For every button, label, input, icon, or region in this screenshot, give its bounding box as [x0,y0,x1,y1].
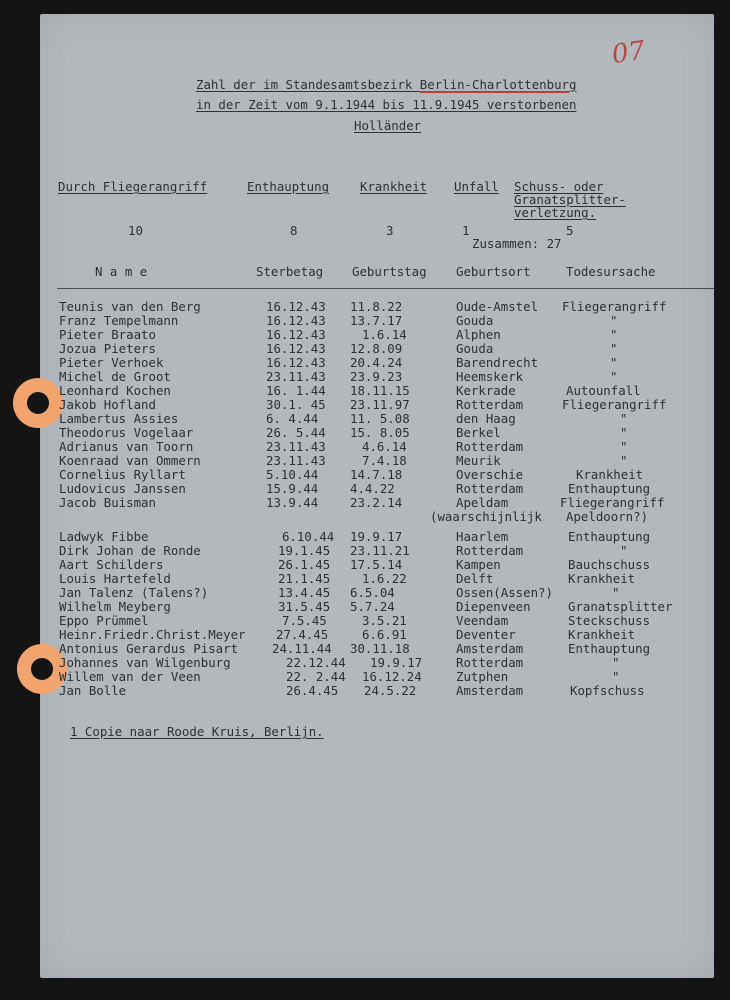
cell-name: Antonius Gerardus Pisart [59,641,239,656]
column-header-name: N a m e [95,264,148,279]
cell-birth-place: Haarlem [456,529,509,544]
cell-birth-date: 19.9.17 [350,529,403,544]
count-beheading: 8 [290,223,298,238]
cell-name: Teunis van den Berg [59,299,201,314]
cell-cause: Fliegerangriff [562,397,667,412]
category-gunshot: Schuss- oder Granatsplitter-verletzung. [514,179,626,220]
cell-death-date: 16.12.43 [266,341,326,356]
title-line-1 [196,78,576,92]
deaths-table [0,300,730,698]
cell-birth-place: Amsterdam [456,683,524,698]
table-row [0,412,730,426]
cell-death-date: 6.10.44 [282,529,335,544]
cell-birth-place: Rotterdam [456,543,524,558]
table-row [0,454,730,468]
cell-name: Ludovicus Janssen [59,481,186,496]
column-header-cause: Todesursache [566,264,656,279]
cell-cause: Apeldoorn?) [566,509,649,524]
cell-cause: Steckschuss [568,613,651,628]
cell-birth-place: Overschie [456,467,524,482]
cell-birth-date: 11. 5.08 [350,411,410,426]
cell-birth-date: 14.7.18 [350,467,403,482]
category-beheading: Enthauptung [247,179,330,194]
cell-name: Eppo Prümmel [59,613,149,628]
cell-birth-date: 1.6.14 [362,327,407,342]
cell-death-date: 7.5.45 [282,613,327,628]
table-row [0,642,730,656]
table-row [0,586,730,600]
cell-name: Jacob Buisman [59,495,156,510]
cell-name: Pieter Verhoek [59,355,164,370]
cell-cause: " [612,655,620,670]
cell-cause: Enthauptung [568,529,651,544]
cell-birth-place: Veendam [456,613,509,628]
copy-note: 1 Copie naar Roode Kruis, Berlijn. [70,724,324,739]
table-row [0,482,730,496]
cell-name: Pieter Braato [59,327,156,342]
cell-birth-date: 13.7.17 [350,313,403,328]
handwritten-mark: 07 [610,35,648,71]
cell-name: Ladwyk Fibbe [59,529,149,544]
cell-name: Theodorus Vogelaar [59,425,194,440]
cell-name: Koenraad van Ommern [59,453,201,468]
cell-name: Jakob Hofland [59,397,156,412]
cell-cause: " [610,355,618,370]
cell-cause: " [610,369,618,384]
cell-birth-place: Rotterdam [456,481,524,496]
cell-name: Jozua Pieters [59,341,156,356]
cell-cause: Fliegerangriff [560,495,665,510]
cell-death-date: 26.4.45 [286,683,339,698]
cell-death-date: 13.4.45 [278,585,331,600]
cell-birth-date: 19.9.17 [370,655,423,670]
cell-birth-date: 11.8.22 [350,299,403,314]
cell-birth-date: 12.8.09 [350,341,403,356]
cell-birth-place: Gouda [456,313,494,328]
cell-cause: " [612,669,620,684]
table-row [0,684,730,698]
cell-cause: Fliegerangriff [562,299,667,314]
cell-birth-date: 15. 8.05 [350,425,410,440]
cell-death-date: 30.1. 45 [266,397,326,412]
cell-cause: Granatsplitter [568,599,673,614]
header-rule [57,288,714,289]
count-air-raid: 10 [128,223,143,238]
cell-cause: Krankheit [568,571,636,586]
cell-birth-place: Gouda [456,341,494,356]
cell-cause: Enthauptung [568,641,651,656]
cell-death-date: 24.11.44 [272,641,332,656]
cell-death-date: 27.4.45 [276,627,329,642]
table-row [0,328,730,342]
cell-name: Lambertus Assies [59,411,179,426]
cell-name: Wilhelm Meyberg [59,599,171,614]
cell-cause: " [620,543,628,558]
cell-name: Heinr.Friedr.Christ.Meyer [59,627,246,642]
cell-birth-date: 16.12.24 [362,669,422,684]
table-row [0,544,730,558]
cell-name: Jan Bolle [59,683,127,698]
table-row [0,558,730,572]
cell-death-date: 15.9.44 [266,481,319,496]
cell-birth-place: Kampen [456,557,501,572]
total-count: Zusammen: 27 [472,236,562,251]
cell-name: Louis Hartefeld [59,571,171,586]
cell-birth-place: Apeldam [456,495,509,510]
table-row [0,300,730,314]
cell-birth-date: 7.4.18 [362,453,407,468]
cell-birth-date: 24.5.22 [364,683,417,698]
cell-name: Cornelius Ryllart [59,467,186,482]
cell-cause: Enthauptung [568,481,651,496]
cell-birth-date: 23.9.23 [350,369,403,384]
table-row [0,656,730,670]
count-accident: 1 [462,223,470,238]
cell-death-date: 19.1.45 [278,543,331,558]
cell-name: Dirk Johan de Ronde [59,543,201,558]
cell-name: Adrianus van Toorn [59,439,194,454]
cell-birth-place: Oude-Amstel [456,299,539,314]
cell-death-date: 23.11.43 [266,369,326,384]
cell-cause: Krankheit [576,467,644,482]
cell-birth-place: Amsterdam [456,641,524,656]
title-prefix: Zahl der im Standesamtsbezirk [196,77,420,92]
cell-death-date: 22. 2.44 [286,669,346,684]
cell-death-date: 16. 1.44 [266,383,326,398]
category-accident: Unfall [454,179,499,194]
cell-cause: Kopfschuss [570,683,645,698]
cell-birth-place: Rotterdam [456,439,524,454]
cell-cause: Krankheit [568,627,636,642]
cell-birth-place: Deventer [456,627,516,642]
table-row [0,384,730,398]
cell-birth-date: 4.6.14 [362,439,407,454]
cell-cause: " [610,341,618,356]
table-row [0,670,730,684]
table-row [0,510,730,524]
column-header-birth-date: Geburtstag [352,264,427,279]
table-row [0,628,730,642]
cell-death-date: 6. 4.44 [266,411,319,426]
table-row [0,370,730,384]
cell-name: Leonhard Kochen [59,383,171,398]
cell-birth-place: Meurik [456,453,501,468]
cell-death-date: 26.1.45 [278,557,331,572]
cell-death-date: 16.12.43 [266,313,326,328]
cell-birth-date: 6.6.91 [362,627,407,642]
count-gunshot: 5 [566,223,574,238]
cell-cause: " [620,453,628,468]
cell-birth-date: 23.11.97 [350,397,410,412]
table-row [0,496,730,510]
cell-name: Willem van der Veen [59,669,201,684]
table-row [0,426,730,440]
cell-birth-place: den Haag [456,411,516,426]
cell-death-date: 22.12.44 [286,655,346,670]
title-line-3: Holländer [354,118,422,133]
table-row [0,572,730,586]
cell-death-date: 16.12.43 [266,299,326,314]
cell-cause: Autounfall [566,383,641,398]
cell-death-date: 26. 5.44 [266,425,326,440]
cell-birth-place: Heemskerk [456,369,524,384]
cell-death-date: 23.11.43 [266,439,326,454]
cell-cause: " [620,411,628,426]
cell-birth-place: Barendrecht [456,355,539,370]
table-row [0,356,730,370]
count-illness: 3 [386,223,394,238]
category-illness: Krankheit [360,179,428,194]
title-line-2: in der Zeit vom 9.1.1944 bis 11.9.1945 verstorbenen [196,97,577,112]
cell-birth-place: Kerkrade [456,383,516,398]
table-row [0,600,730,614]
cell-name: Aart Schilders [59,557,164,572]
cell-cause: " [610,313,618,328]
cell-birth-date: 1.6.22 [362,571,407,586]
cell-birth-place: (waarschijnlijk [430,509,542,524]
cell-name: Johannes van Wilgenburg [59,655,231,670]
cell-birth-date: 6.5.04 [350,585,395,600]
cell-birth-place: Delft [456,571,494,586]
cell-birth-date: 30.11.18 [350,641,410,656]
table-row [0,468,730,482]
cell-birth-date: 5.7.24 [350,599,395,614]
cell-death-date: 5.10.44 [266,467,319,482]
cell-birth-date: 23.11.21 [350,543,410,558]
cell-name: Franz Tempelmann [59,313,179,328]
table-row [0,398,730,412]
cell-birth-date: 17.5.14 [350,557,403,572]
cell-birth-date: 3.5.21 [362,613,407,628]
category-air-raid: Durch Fliegerangriff [58,179,208,194]
cell-cause: Bauchschuss [568,557,651,572]
title-location: Berlin-Charlottenburg [419,77,577,92]
cell-birth-place: Zutphen [456,669,509,684]
cell-birth-place: Rotterdam [456,655,524,670]
cell-cause: " [612,585,620,600]
column-header-death-date: Sterbetag [256,264,324,279]
table-row [0,314,730,328]
cell-birth-date: 18.11.15 [350,383,410,398]
cell-birth-place: Rotterdam [456,397,524,412]
cell-death-date: 16.12.43 [266,355,326,370]
cell-birth-place: Ossen(Assen?) [456,585,553,600]
cell-birth-place: Alphen [456,327,501,342]
table-row [0,530,730,544]
cell-name: Jan Talenz (Talens?) [59,585,209,600]
cell-death-date: 13.9.44 [266,495,319,510]
cell-cause: " [610,327,618,342]
cell-birth-date: 4.4.22 [350,481,395,496]
cell-death-date: 23.11.43 [266,453,326,468]
cell-birth-date: 20.4.24 [350,355,403,370]
cell-cause: " [620,439,628,454]
cell-birth-place: Berkel [456,425,501,440]
cell-death-date: 31.5.45 [278,599,331,614]
cell-birth-place: Diepenveen [456,599,531,614]
column-header-birth-place: Geburtsort [456,264,531,279]
table-row [0,342,730,356]
cell-name: Michel de Groot [59,369,171,384]
cell-birth-date: 23.2.14 [350,495,403,510]
table-row [0,440,730,454]
cell-cause: " [620,425,628,440]
cell-death-date: 21.1.45 [278,571,331,586]
table-row [0,614,730,628]
cell-death-date: 16.12.43 [266,327,326,342]
